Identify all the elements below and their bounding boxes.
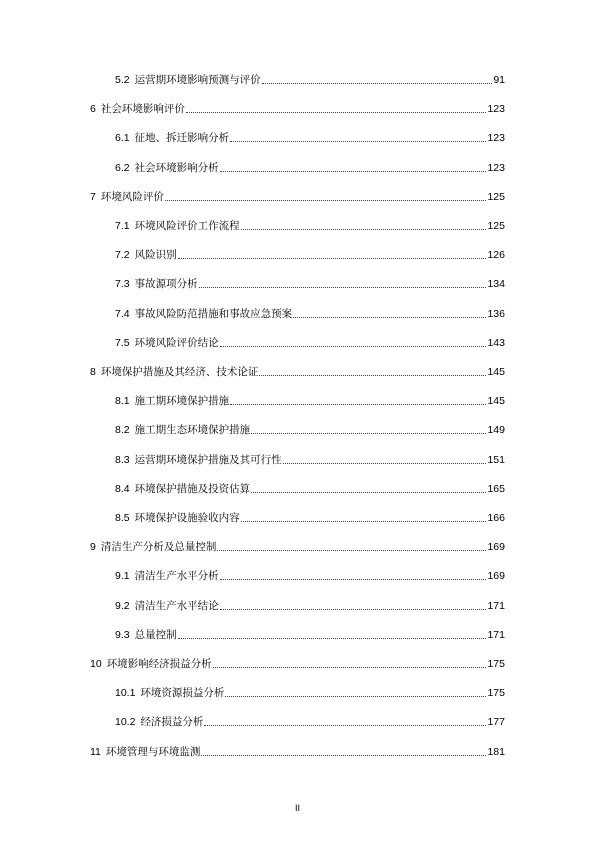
toc-entry-page: 123 bbox=[487, 161, 505, 174]
toc-entry-number: 7.2 bbox=[115, 249, 130, 262]
toc-entry-number: 8.1 bbox=[115, 395, 130, 408]
toc-entry[interactable] bbox=[115, 219, 505, 233]
toc-entry-number: 6 bbox=[90, 103, 96, 116]
toc-dot-leader bbox=[230, 395, 486, 405]
toc-entry-number: 9.1 bbox=[115, 570, 130, 583]
toc-dot-leader bbox=[241, 220, 487, 230]
toc-entry[interactable] bbox=[90, 365, 505, 379]
toc-entry-number: 9.2 bbox=[115, 599, 130, 612]
toc-dot-leader bbox=[213, 658, 487, 668]
toc-dot-leader bbox=[178, 629, 487, 639]
toc-dot-leader bbox=[251, 424, 486, 434]
toc-entry[interactable] bbox=[115, 453, 505, 467]
toc-entry-page: 123 bbox=[487, 132, 505, 145]
toc-entry[interactable] bbox=[115, 569, 505, 583]
toc-entry[interactable] bbox=[115, 511, 505, 525]
toc-entry-title: 总量控制 bbox=[134, 628, 177, 641]
toc-entry-title: 社会环境影响分析 bbox=[134, 161, 219, 174]
toc-entry-title: 环境资源损益分析 bbox=[140, 687, 225, 700]
toc-entry-number: 8 bbox=[90, 366, 96, 378]
toc-entry-page: 91 bbox=[493, 74, 505, 86]
toc-entry-title: 施工期环境保护措施 bbox=[134, 395, 230, 408]
toc-entry-title: 环境风险评价结论 bbox=[134, 336, 219, 349]
toc-entry-number: 10.2 bbox=[115, 716, 136, 729]
toc-entry-page: 125 bbox=[487, 220, 505, 232]
toc-entry-number: 7.5 bbox=[115, 336, 130, 349]
toc-entry[interactable] bbox=[115, 599, 505, 613]
toc-entry-title: 清洁生产水平结论 bbox=[134, 599, 219, 612]
toc-entry-page: 134 bbox=[487, 278, 505, 291]
toc-entry-title: 环境影响经济损益分析 bbox=[106, 658, 212, 670]
toc-entry-title: 社会环境影响评价 bbox=[100, 103, 185, 116]
toc-entry-number: 7.3 bbox=[115, 278, 130, 291]
toc-dot-leader bbox=[178, 249, 487, 259]
toc-entry[interactable] bbox=[115, 394, 505, 408]
toc-entry-title: 环境保护措施及其经济、技术论证 bbox=[100, 366, 259, 378]
toc-entry[interactable] bbox=[115, 307, 505, 321]
toc-entry[interactable] bbox=[115, 131, 505, 145]
toc-entry-number: 7 bbox=[90, 190, 96, 203]
toc-entry-page: 123 bbox=[487, 103, 505, 116]
toc-entry-page: 151 bbox=[487, 453, 505, 466]
toc-entry-title: 环境管理与环境监测 bbox=[105, 745, 201, 758]
toc-entry-title: 运营期环境保护措施及其可行性 bbox=[134, 453, 282, 466]
toc-entry-page: 181 bbox=[487, 745, 505, 758]
toc-dot-leader bbox=[220, 337, 487, 347]
toc-dot-leader bbox=[199, 278, 487, 288]
toc-entry[interactable] bbox=[90, 745, 505, 759]
toc-dot-leader bbox=[204, 716, 486, 726]
toc-entry-page: 175 bbox=[487, 658, 505, 670]
toc-entry-number: 6.2 bbox=[115, 161, 130, 174]
toc-entry-title: 施工期生态环境保护措施 bbox=[134, 424, 251, 437]
toc-entry-number: 11 bbox=[90, 745, 101, 758]
toc-entry[interactable] bbox=[90, 540, 505, 554]
toc-entry-number: 5.2 bbox=[115, 74, 130, 86]
toc-entry-number: 10.1 bbox=[115, 687, 136, 700]
toc-entry-page: 143 bbox=[487, 336, 505, 349]
toc-entry-page: 169 bbox=[487, 541, 505, 554]
toc-dot-leader bbox=[225, 687, 486, 697]
toc-entry[interactable] bbox=[115, 686, 505, 700]
toc-dot-leader bbox=[220, 570, 487, 580]
toc-dot-leader bbox=[251, 483, 486, 493]
toc-dot-leader bbox=[241, 512, 487, 522]
toc-entry-page: 171 bbox=[487, 628, 505, 641]
toc-entry-page: 126 bbox=[487, 249, 505, 262]
toc-entry-page: 149 bbox=[487, 424, 505, 437]
toc-entry[interactable] bbox=[115, 482, 505, 496]
toc-entry[interactable] bbox=[115, 277, 505, 291]
toc-entry-page: 136 bbox=[487, 307, 505, 320]
toc-dot-leader bbox=[186, 103, 487, 113]
toc-dot-leader bbox=[259, 366, 486, 376]
toc-entry[interactable] bbox=[115, 423, 505, 437]
toc-entry-title: 清洁生产分析及总量控制 bbox=[100, 541, 217, 554]
toc-entry-number: 8.2 bbox=[115, 424, 130, 437]
toc-entry-number: 6.1 bbox=[115, 132, 130, 145]
toc-entry-page: 169 bbox=[487, 570, 505, 583]
toc-entry-number: 9.3 bbox=[115, 628, 130, 641]
toc-entry[interactable] bbox=[115, 73, 505, 87]
toc-entry-page: 171 bbox=[487, 599, 505, 612]
toc-entry-page: 177 bbox=[487, 716, 505, 729]
toc-entry[interactable] bbox=[90, 657, 505, 671]
toc-entry-title: 清洁生产水平分析 bbox=[134, 570, 219, 583]
toc-entry[interactable] bbox=[90, 102, 505, 116]
toc-entry-page: 166 bbox=[487, 512, 505, 524]
toc-dot-leader bbox=[230, 132, 486, 142]
toc-dot-leader bbox=[293, 308, 486, 318]
toc-entry-page: 145 bbox=[487, 366, 505, 378]
toc-entry-title: 环境保护设施验收内容 bbox=[134, 512, 240, 524]
toc-entry-title: 环境风险评价工作流程 bbox=[134, 220, 240, 232]
toc-entry-title: 环境保护措施及投资估算 bbox=[134, 482, 251, 495]
toc-entry-number: 8.4 bbox=[115, 482, 130, 495]
toc-entry-number: 9 bbox=[90, 541, 96, 554]
toc-dot-leader bbox=[217, 541, 486, 551]
toc-entry[interactable] bbox=[115, 248, 505, 262]
toc-entry-number: 7.4 bbox=[115, 307, 130, 320]
toc-dot-leader bbox=[220, 600, 487, 610]
toc-entry-page: 145 bbox=[487, 395, 505, 408]
toc-entry[interactable] bbox=[90, 190, 505, 204]
toc-entry-title: 风险识别 bbox=[134, 249, 177, 262]
toc-dot-leader bbox=[165, 191, 487, 201]
toc-entry-title: 环境风险评价 bbox=[100, 190, 164, 203]
toc-entry[interactable] bbox=[115, 628, 505, 642]
toc-entry[interactable] bbox=[115, 336, 505, 350]
toc-entry-title: 运营期环境影响预测与评价 bbox=[134, 74, 261, 86]
toc-entry-title: 事故风险防范措施和事故应急预案 bbox=[134, 307, 293, 320]
toc-entry-title: 事故源项分析 bbox=[134, 278, 198, 291]
toc-entry-number: 8.5 bbox=[115, 512, 130, 524]
toc-entry-number: 8.3 bbox=[115, 453, 130, 466]
toc-dot-leader bbox=[283, 454, 487, 464]
toc-entry-title: 征地、拆迁影响分析 bbox=[134, 132, 230, 145]
toc-dot-leader bbox=[201, 746, 486, 756]
page-number-footer: II bbox=[294, 803, 300, 813]
toc-dot-leader bbox=[220, 162, 487, 172]
toc-entry[interactable] bbox=[115, 161, 505, 175]
toc-entry-page: 165 bbox=[487, 482, 505, 495]
toc-entry[interactable] bbox=[115, 715, 505, 729]
toc-entry-number: 7.1 bbox=[115, 220, 130, 232]
toc-dot-leader bbox=[262, 74, 493, 84]
toc-entry-title: 经济损益分析 bbox=[140, 716, 204, 729]
toc-entry-page: 125 bbox=[487, 190, 505, 203]
toc-entry-page: 175 bbox=[487, 687, 505, 700]
toc-entry-number: 10 bbox=[90, 658, 102, 670]
